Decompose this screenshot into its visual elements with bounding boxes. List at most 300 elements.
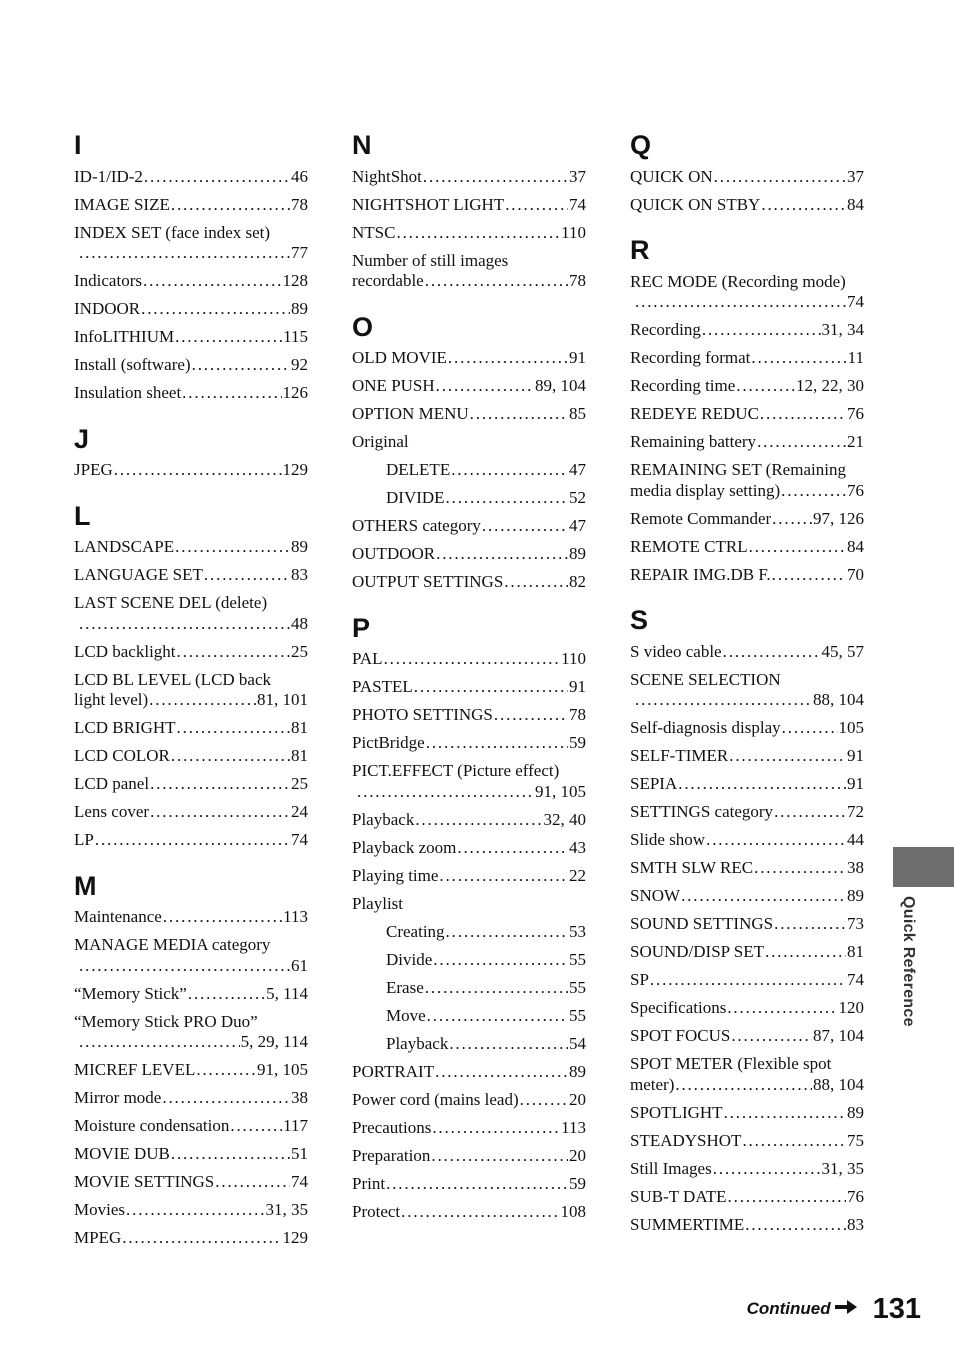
dot-leader xyxy=(706,830,846,851)
index-entry xyxy=(630,1211,864,1239)
index-page-ref: 82 xyxy=(569,572,586,592)
index-entry xyxy=(74,457,308,485)
index-page-ref: 54 xyxy=(569,1033,586,1053)
index-term: STEADYSHOT xyxy=(630,1130,742,1150)
index-term: SPOT FOCUS xyxy=(630,1026,731,1046)
index-entry-line xyxy=(74,956,308,977)
index-entry-line xyxy=(630,914,864,935)
dot-leader xyxy=(742,1131,846,1152)
index-entry-line xyxy=(74,565,308,586)
index-entry xyxy=(630,1183,864,1211)
index-entry xyxy=(74,1225,308,1253)
dot-leader xyxy=(423,167,568,188)
index-term: SPOTLIGHT xyxy=(630,1102,723,1122)
index-page-ref: 77 xyxy=(291,243,308,263)
section-letter: J xyxy=(74,423,90,454)
index-page-ref: 105 xyxy=(838,718,864,738)
dot-leader xyxy=(436,376,534,397)
index-entry xyxy=(630,1099,864,1127)
dot-leader xyxy=(162,1088,290,1109)
index-term: OPTION MENU xyxy=(352,404,469,424)
index-term: Moisture condensation xyxy=(74,1116,230,1136)
index-page-ref: 74 xyxy=(291,1172,308,1192)
index-page-ref: 11 xyxy=(847,348,864,368)
section-letter: Q xyxy=(630,130,652,160)
index-page-ref: 25 xyxy=(291,641,308,661)
index-entry-line xyxy=(352,348,586,369)
index-page-ref: 31, 35 xyxy=(265,1200,308,1220)
index-entry-line xyxy=(352,838,586,859)
dot-leader xyxy=(182,383,281,404)
index-page-ref: 89 xyxy=(291,537,308,557)
index-entry xyxy=(74,638,308,666)
index-page-ref: 78 xyxy=(291,194,308,214)
index-entry xyxy=(630,911,864,939)
index-entry-line xyxy=(630,537,864,558)
dot-leader xyxy=(772,565,846,586)
index-page-ref: 74 xyxy=(847,292,864,312)
dot-leader xyxy=(396,223,560,244)
index-section xyxy=(352,128,586,296)
index-page-ref: 83 xyxy=(291,565,308,585)
index-entry-line xyxy=(352,649,586,670)
index-entry xyxy=(352,890,586,918)
index-entry xyxy=(630,743,864,771)
index-term: Movies xyxy=(74,1200,125,1220)
dot-leader xyxy=(774,914,846,935)
index-page-ref: 92 xyxy=(291,355,308,375)
index-page-ref: 113 xyxy=(561,1117,586,1137)
dot-leader xyxy=(114,460,282,481)
index-entry-line xyxy=(74,383,308,404)
index-entry xyxy=(74,1197,308,1225)
index-page-ref: 47 xyxy=(569,460,586,480)
index-entry xyxy=(352,163,586,191)
dot-leader xyxy=(177,642,290,663)
index-term: Playback zoom xyxy=(352,837,457,857)
dot-leader xyxy=(192,355,290,376)
index-entry xyxy=(74,827,308,855)
index-entry xyxy=(74,268,308,296)
index-entry-line xyxy=(386,950,586,971)
index-entry xyxy=(630,163,864,191)
dot-leader xyxy=(79,614,290,635)
index-term: SELF-TIMER xyxy=(630,746,729,766)
dot-leader xyxy=(745,1215,846,1236)
index-section xyxy=(352,310,586,597)
index-term: Playback xyxy=(386,1033,449,1053)
index-term: NIGHTSHOT LIGHT xyxy=(352,194,505,214)
index-entry xyxy=(74,666,308,715)
index-entry xyxy=(74,219,308,268)
index-subentry xyxy=(352,946,586,974)
dot-leader xyxy=(451,460,568,481)
index-entry-line xyxy=(74,830,308,851)
index-entry xyxy=(352,758,586,807)
dot-leader xyxy=(714,167,846,188)
dot-leader xyxy=(141,299,290,320)
index-section xyxy=(74,422,308,485)
index-entry-line xyxy=(630,858,864,879)
index-entry xyxy=(74,1085,308,1113)
index-page-ref: 97, 126 xyxy=(813,508,864,528)
index-entry xyxy=(630,715,864,743)
dot-leader xyxy=(144,167,290,188)
index-entry xyxy=(74,380,308,408)
index-page-ref: 89 xyxy=(847,1102,864,1122)
section-letter: S xyxy=(630,605,649,635)
index-entry-line xyxy=(352,1174,586,1195)
index-entry xyxy=(74,743,308,771)
index-entry-line xyxy=(74,1172,308,1193)
index-subentry xyxy=(352,974,586,1002)
index-term: Precautions xyxy=(352,1117,432,1137)
index-entry-line xyxy=(630,718,864,739)
index-entry-line xyxy=(352,404,586,425)
dot-leader xyxy=(728,1187,847,1208)
dot-leader xyxy=(520,1090,568,1111)
index-entry-line xyxy=(352,572,586,593)
index-entry-line xyxy=(630,432,864,453)
index-entry-line xyxy=(630,1187,864,1208)
dot-leader xyxy=(439,866,568,887)
dot-leader xyxy=(425,271,568,292)
index-entry-line xyxy=(630,1075,864,1096)
index-term: REC MODE (Recording mode) xyxy=(630,271,846,291)
index-page-ref: 31, 34 xyxy=(821,320,864,340)
index-page-ref: 87, 104 xyxy=(813,1026,864,1046)
index-entry-line xyxy=(74,271,308,292)
index-page-ref: 91 xyxy=(847,746,864,766)
index-term: ONE PUSH xyxy=(352,376,435,396)
dot-leader xyxy=(449,1034,568,1055)
index-entry-line xyxy=(630,348,864,369)
dot-leader xyxy=(175,537,290,558)
index-page-ref: 120 xyxy=(838,998,864,1018)
index-term: LANGUAGE SET xyxy=(74,565,203,585)
index-term: JPEG xyxy=(74,460,113,480)
index-page-ref: 59 xyxy=(569,733,586,753)
index-term: MOVIE DUB xyxy=(74,1144,170,1164)
index-entry-line xyxy=(630,565,864,586)
index-term: LP xyxy=(74,830,94,850)
dot-leader xyxy=(143,271,282,292)
index-page-ref: 22 xyxy=(569,865,586,885)
index-term: SEPIA xyxy=(630,774,678,794)
index-page-ref: 126 xyxy=(282,383,308,403)
dot-leader xyxy=(761,195,846,216)
index-term: REDEYE REDUC xyxy=(630,404,759,424)
index-entry-line xyxy=(386,1006,586,1027)
index-page-ref: 70 xyxy=(847,564,864,584)
index-entry xyxy=(352,646,586,674)
index-section xyxy=(352,611,586,1227)
dot-leader xyxy=(177,718,290,739)
dot-leader xyxy=(79,956,290,977)
index-entry xyxy=(630,268,864,317)
index-entry-line xyxy=(630,886,864,907)
dot-leader xyxy=(749,537,846,558)
index-entry-line xyxy=(352,271,586,292)
index-entry-line xyxy=(74,355,308,376)
index-term: Power cord (mains lead) xyxy=(352,1089,519,1109)
dot-leader xyxy=(426,733,568,754)
index-entry-line xyxy=(74,299,308,320)
index-page-ref: 37 xyxy=(569,166,586,186)
index-entry-line xyxy=(630,998,864,1019)
dot-leader xyxy=(505,195,568,216)
index-entry xyxy=(352,191,586,219)
dot-leader xyxy=(760,404,846,425)
index-term: OUTDOOR xyxy=(352,544,436,564)
index-entry-line xyxy=(74,1144,308,1165)
index-term: Preparation xyxy=(352,1145,431,1165)
index-entry-line xyxy=(74,1032,308,1053)
dot-leader xyxy=(79,1032,240,1053)
index-entry xyxy=(630,939,864,967)
index-term: Creating xyxy=(386,921,445,941)
index-term: NightShot xyxy=(352,166,422,186)
index-entry xyxy=(352,541,586,569)
index-term: Erase xyxy=(386,977,424,997)
index-entry xyxy=(352,730,586,758)
index-page-ref: 83 xyxy=(847,1214,864,1234)
index-term: DELETE xyxy=(386,460,451,480)
dot-leader xyxy=(188,984,265,1005)
dot-leader xyxy=(457,838,568,859)
index-entry-line xyxy=(352,782,586,803)
arrow-right-icon xyxy=(835,1300,857,1319)
index-entry-line xyxy=(74,907,308,928)
index-entry xyxy=(74,1057,308,1085)
index-entry-line xyxy=(352,376,586,397)
dot-leader xyxy=(713,1159,821,1180)
index-term: SUB-T DATE xyxy=(630,1186,727,1206)
dot-leader xyxy=(175,327,282,348)
index-term: SETTINGS category xyxy=(630,802,774,822)
index-entry-line xyxy=(352,677,586,698)
index-entry xyxy=(352,1142,586,1170)
index-term: Insulation sheet xyxy=(74,383,182,403)
index-entry-line xyxy=(630,1215,864,1236)
index-page-ref: 78 xyxy=(569,271,586,291)
index-page-ref: 47 xyxy=(569,516,586,536)
index-entry-line xyxy=(630,292,864,313)
section-letter: I xyxy=(74,130,82,160)
index-entry-line xyxy=(386,922,586,943)
index-entry xyxy=(352,1114,586,1142)
index-page-ref: 81 xyxy=(291,746,308,766)
index-term: Install (software) xyxy=(74,355,191,375)
dot-leader xyxy=(448,348,568,369)
dot-leader xyxy=(432,1118,560,1139)
index-term: meter) xyxy=(630,1074,675,1094)
index-entry xyxy=(352,219,586,247)
index-term: Remaining battery xyxy=(630,432,757,452)
index-entry-line xyxy=(74,460,308,481)
index-entry-line xyxy=(352,866,586,887)
dot-leader xyxy=(150,802,290,823)
dot-leader xyxy=(723,642,821,663)
section-letter: O xyxy=(352,311,374,342)
index-entry-line xyxy=(74,537,308,558)
index-page-ref: 84 xyxy=(847,536,864,556)
index-entry-line xyxy=(630,376,864,397)
index-entry-line xyxy=(74,718,308,739)
index-entry-line xyxy=(352,705,586,726)
index-entry-line xyxy=(74,1060,308,1081)
index-entry-line xyxy=(352,516,586,537)
index-term: Recording format xyxy=(630,348,751,368)
index-entry-line xyxy=(630,320,864,341)
index-entry-line xyxy=(386,460,586,481)
dot-leader xyxy=(215,1172,290,1193)
dot-leader xyxy=(702,320,821,341)
index-entry-line xyxy=(352,167,586,188)
index-page-ref: 91 xyxy=(569,677,586,697)
dot-leader xyxy=(122,1228,281,1249)
page-number: 131 xyxy=(872,1292,921,1325)
dot-leader xyxy=(149,690,256,711)
index-page-ref: 45, 57 xyxy=(821,641,864,661)
index-entry-line xyxy=(630,1159,864,1180)
index-column-1 xyxy=(74,128,308,1253)
index-entry-line xyxy=(352,1146,586,1167)
index-term: SNOW xyxy=(630,886,681,906)
index-page-ref: 55 xyxy=(569,1005,586,1025)
index-term: InfoLITHIUM xyxy=(74,327,175,347)
index-entry-line xyxy=(630,1026,864,1047)
index-entry-line xyxy=(386,978,586,999)
index-entry xyxy=(352,513,586,541)
index-page-ref: 110 xyxy=(561,649,586,669)
index-term: Number of still images xyxy=(352,250,509,270)
index-subentry xyxy=(352,485,586,513)
index-term: Indicators xyxy=(74,271,142,291)
index-entry xyxy=(352,674,586,702)
index-page-ref: 74 xyxy=(847,970,864,990)
index-section xyxy=(630,128,864,219)
index-term: SMTH SLW REC xyxy=(630,858,754,878)
index-entry-line xyxy=(74,774,308,795)
index-page-ref: 75 xyxy=(847,1130,864,1150)
section-letter: P xyxy=(352,612,371,643)
dot-leader xyxy=(774,802,846,823)
index-page-ref: 38 xyxy=(847,858,864,878)
dot-leader xyxy=(435,1062,568,1083)
dot-leader xyxy=(772,509,812,530)
index-page-ref: 110 xyxy=(561,222,586,242)
index-page-ref: 55 xyxy=(569,977,586,997)
dot-leader xyxy=(494,705,568,726)
index-entry xyxy=(74,534,308,562)
dot-leader xyxy=(757,432,846,453)
index-term: SOUND/DISP SET xyxy=(630,942,764,962)
index-entry xyxy=(74,1113,308,1141)
index-entry-line xyxy=(386,488,586,509)
index-entry-line xyxy=(74,802,308,823)
index-entry-line xyxy=(630,481,864,502)
index-entry xyxy=(630,771,864,799)
index-entry xyxy=(352,806,586,834)
index-entry xyxy=(630,191,864,219)
index-entry-line xyxy=(74,195,308,216)
index-entry-line xyxy=(630,802,864,823)
index-entry xyxy=(74,980,308,1008)
index-entry xyxy=(630,373,864,401)
index-page-ref: 59 xyxy=(569,1173,586,1193)
index-entry xyxy=(74,191,308,219)
index-term: LCD panel xyxy=(74,774,150,794)
index-term: Divide xyxy=(386,949,433,969)
dot-leader xyxy=(754,858,846,879)
index-entry-line xyxy=(352,733,586,754)
index-page-ref: 74 xyxy=(569,194,586,214)
index-term: Still Images xyxy=(630,1158,712,1178)
dot-leader xyxy=(163,907,282,928)
index-entry-line xyxy=(74,614,308,635)
side-tab-marker xyxy=(893,847,954,887)
continued-label: Continued xyxy=(746,1299,831,1318)
dot-leader xyxy=(414,677,568,698)
index-page-ref: 91 xyxy=(847,774,864,794)
index-entry-line xyxy=(630,1131,864,1152)
index-term: LCD BRIGHT xyxy=(74,718,176,738)
dot-leader xyxy=(470,404,568,425)
index-page-ref: 38 xyxy=(291,1088,308,1108)
dot-leader xyxy=(765,942,846,963)
index-entry xyxy=(74,352,308,380)
index-entry xyxy=(630,995,864,1023)
dot-leader xyxy=(729,746,846,767)
index-entry xyxy=(74,1141,308,1169)
index-entry-line xyxy=(352,1118,586,1139)
section-letter: R xyxy=(630,235,650,265)
index-entry-line xyxy=(630,1103,864,1124)
index-term: PAL xyxy=(352,649,383,669)
index-entry xyxy=(74,715,308,743)
index-entry xyxy=(74,799,308,827)
index-page-ref: 113 xyxy=(283,907,308,927)
index-entry-line xyxy=(352,544,586,565)
index-entry xyxy=(630,666,864,715)
index-entry xyxy=(352,345,586,373)
index-page-ref: 51 xyxy=(291,1144,308,1164)
index-entry-line xyxy=(352,195,586,216)
dot-leader xyxy=(782,718,838,739)
side-tab-label: Quick Reference xyxy=(900,896,917,1027)
index-page-ref: 53 xyxy=(569,921,586,941)
index-term: recordable xyxy=(352,271,424,291)
index-entry xyxy=(630,1127,864,1155)
index-entry xyxy=(630,561,864,589)
index-entry-line xyxy=(386,1034,586,1055)
dot-leader xyxy=(781,481,846,502)
index-entry-line xyxy=(630,642,864,663)
index-entry xyxy=(630,345,864,373)
index-term: PICT.EFFECT (Picture effect) xyxy=(352,761,560,781)
index-term: OUTPUT SETTINGS xyxy=(352,572,504,592)
index-page-ref: 115 xyxy=(283,327,308,347)
index-term: INDOOR xyxy=(74,299,141,319)
index-term: LCD BL LEVEL (LCD back xyxy=(74,669,272,689)
index-term: Original xyxy=(352,432,409,452)
dot-leader xyxy=(681,886,846,907)
index-section xyxy=(630,233,864,589)
index-term: Lens cover xyxy=(74,802,150,822)
index-page-ref: 91 xyxy=(569,348,586,368)
dot-leader xyxy=(386,1174,568,1195)
